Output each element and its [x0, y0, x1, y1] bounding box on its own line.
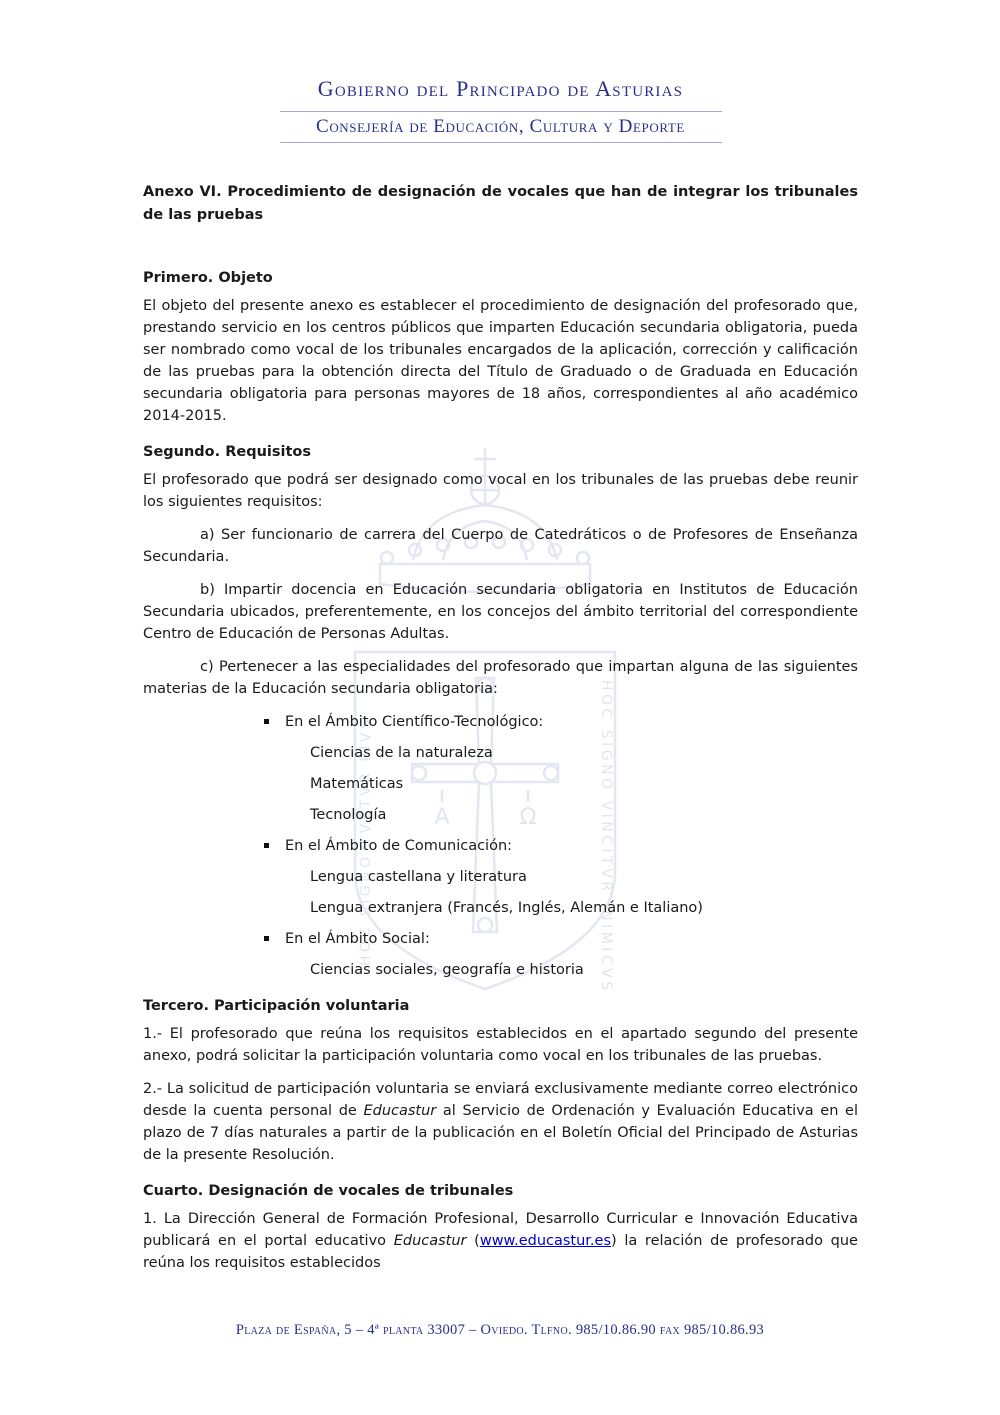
ambit-list — [143, 711, 858, 981]
educastur-link[interactable]: www.educastur.es — [479, 1233, 612, 1249]
subject-item: Lengua castellana y literatura — [310, 869, 527, 885]
subject-item: Tecnología — [310, 807, 387, 823]
requisito-c: c) Pertenecer a las especialidades del profesorado que impartan alguna de las siguientes materias de la Educación secundaria obligatoria: — [143, 659, 858, 697]
requisito-a: a) Ser funcionario de carrera del Cuerpo de Catedráticos o de Profesores de Enseñanza Secundaria. — [143, 527, 858, 565]
subject-item: Matemáticas — [310, 776, 404, 792]
footer-address: Plaza de España, 5 – 4ª planta 33007 – Oviedo. Tlfno. 985/10.86.90 fax 985/10.86.93 — [235, 1322, 765, 1338]
section-heading-tercero: Tercero. Participación voluntaria — [143, 998, 410, 1014]
bullet-square-icon — [264, 719, 269, 724]
subject-item: Ciencias sociales, geografía e historia — [310, 962, 584, 978]
omega-glyph: Ω — [519, 805, 537, 830]
government-name: Gobierno del Principado de Asturias — [317, 76, 684, 101]
ambit-label: En el Ámbito Científico-Tecnológico: — [285, 714, 544, 730]
ambit-item — [143, 711, 858, 733]
ambit-item — [143, 928, 858, 950]
ambit-label: En el Ámbito de Comunicación: — [285, 838, 513, 854]
bullet-square-icon — [264, 843, 269, 848]
ambit-item — [143, 835, 858, 857]
section-heading-primero: Primero. Objeto — [143, 270, 273, 286]
subject-item: Lengua extranjera (Francés, Inglés, Alemán e Italiano) — [310, 900, 703, 916]
paragraph-designacion-1: 1. La Dirección General de Formación Profesional, Desarrollo Curricular e Innovación Educativa publicará en el portal educativo Educastur (www.educastur.es) la relación de profesorado que reúna los requisitos establecidos — [143, 1211, 858, 1271]
ambit-label: En el Ámbito Social: — [285, 931, 430, 947]
paragraph-objeto: El objeto del presente anexo es establecer el procedimiento de designación del profesorado que, prestando servicio en los centros públicos que imparten Educación secundaria obligatoria, pueda ser nombrado como vocal de los tribunales encargados de la aplicación, corrección y calificación de las pruebas para la obtención directa del Título de Graduado o de Graduada en Educación secundaria obligatoria para personas mayores de 18 años, correspondientes al año académico 2014-2015. — [143, 298, 858, 424]
department-rule-box — [280, 111, 722, 143]
italic-text: Educastur — [393, 1233, 467, 1249]
paragraph-participacion-2: 2.- La solicitud de participación voluntaria se enviará exclusivamente mediante correo electrónico desde la cuenta personal de Educastur al Servicio de Ordenación y Evaluación Educativa en el plazo de 7 días naturales a partir de la publicación en el Boletín Oficial del Principado de Asturias de la presente Resolución. — [143, 1081, 858, 1163]
watermark-motto-right: HOC SIGNO VINCITVR INIMICVS — [598, 680, 614, 994]
italic-text: Educastur — [363, 1103, 437, 1119]
letterhead — [143, 0, 858, 143]
paragraph-requisitos-intro: El profesorado que podrá ser designado como vocal en los tribunales de las pruebas debe reunir los siguientes requisitos: — [143, 472, 858, 510]
section-heading-cuarto: Cuarto. Designación de vocales de tribunales — [143, 1183, 514, 1199]
department-name: Consejería de Educación, Cultura y Deporte — [316, 116, 685, 137]
document-title: Anexo VI. Procedimiento de designación de vocales que han de integrar los tribunales de las pruebas — [143, 184, 858, 223]
alpha-glyph: Α — [434, 805, 450, 830]
watermark-motto-left: HOC SIGNO TVETVR PIVS — [358, 716, 374, 966]
bullet-square-icon — [264, 936, 269, 941]
requisito-b: b) Impartir docencia en Educación secundaria obligatoria en Institutos de Educación Secundaria ubicados, preferentemente, en los concejos del ámbito territorial del correspondiente Centro de Educación de Personas Adultas. — [143, 582, 858, 642]
section-heading-segundo: Segundo. Requisitos — [143, 444, 311, 460]
subject-item: Ciencias de la naturaleza — [310, 745, 493, 761]
paragraph-participacion-1: 1.- El profesorado que reúna los requisitos establecidos en el apartado segundo del presente anexo, podrá solicitar la participación voluntaria como vocal en los tribunales de las pruebas. — [143, 1026, 858, 1064]
